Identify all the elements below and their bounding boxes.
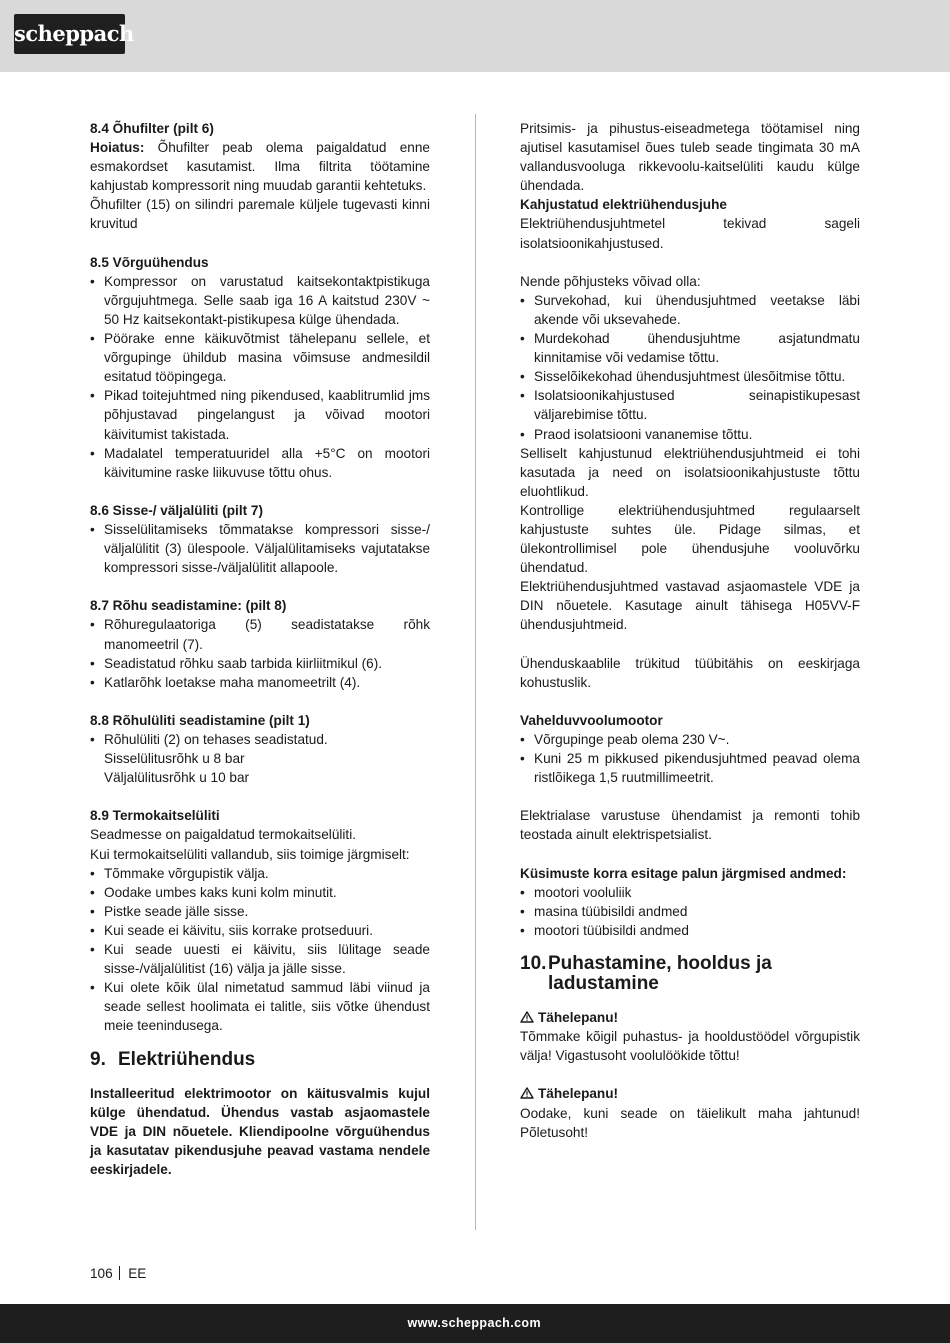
list-item: • mootori vooluliik: [520, 883, 860, 902]
right-column: [520, 119, 860, 1142]
damaged-cable-text: Elektriühendusjuhtmetel tekivad sageli isolatsioonikahjustused.: [520, 216, 860, 251]
list-item: • Madalatel temperatuuridel alla +5°C on mootori käivitumine raske liikuvuse tõttu ohus.: [90, 444, 430, 482]
damaged-cable-title: Kahjustatud elektriühendusjuhe: [520, 197, 727, 213]
cable-label-text: Ühenduskaablile trükitud tüübitähis on eeskirjaga kohustuslik.: [520, 655, 860, 690]
page-footer: [0, 1304, 950, 1343]
list-item: • Kui seade ei käivitu, siis korrake protseduuri.: [90, 921, 430, 940]
list-item: • Seadistatud rõhku saab tarbida kiirliitmikul (6).: [90, 654, 430, 673]
list-item: • Rõhulüliti (2) on tehases seadistatud.: [90, 730, 430, 749]
list-item: • Isolatsioonikahjustused seinapistikupesast väljarebimise tõttu.: [520, 386, 860, 424]
section-8-4-text: Õhufilter (15) on silindri paremale küljele tugevasti kinni kruvitud: [90, 197, 430, 232]
column-divider: [475, 114, 476, 1230]
causes-list: [520, 291, 860, 444]
section-8-4-warning: [90, 138, 430, 195]
brand-logo: scheppach: [14, 14, 125, 54]
section-number: 9.: [90, 1048, 106, 1070]
section-8-6-title: 8.6 Sisse-/ väljalüliti (pilt 7): [90, 502, 264, 518]
page-number: 106: [90, 1266, 113, 1281]
attention-heading: [520, 1084, 860, 1103]
section-9-text: Installeeritud elektrimootor on käitusvalmis kujul külge ühendatud. Ühendus vastab asjaomastele VDE ja DIN nõuetele. Kliendipoolne võrguühendus ja kasutatav pikendusjuhe peavad vastama nendele eeskirjadele.: [90, 1085, 430, 1177]
list-item: • masina tüübisildi andmed: [520, 902, 860, 921]
list-item: • mootori tüübisildi andmed: [520, 921, 860, 940]
vde-text: Elektriühendusjuhtmed vastavad asjaomastele VDE ja DIN nõuetele. Kasutage ainult tähisega H05VV-F ühendusjuhtmeid.: [520, 579, 860, 633]
left-column: [90, 119, 430, 1179]
check-cables-text: Kontrollige elektriühendusjuhtmed regulaarselt kahjustuste suhtes üle. Pidage silmas, et ülekontrollimisel pole ühendusjuhe vooluvõrku ühendatud.: [520, 502, 860, 576]
list-item: • Pöörake enne käikuvõtmist tähelepanu sellele, et võrgupinge ühildub masina võimsuse andmesildil esitatud tööpingega.: [90, 329, 430, 386]
switch-on-pressure: Sisselülitusrõhk u 8 bar: [104, 751, 245, 767]
attention-label: Tähelepanu!: [538, 1086, 619, 1102]
language-code: EE: [128, 1266, 147, 1281]
attention-text: Tõmmake kõigil puhastus- ja hooldustöödel võrgupistik välja! Vigastusoht voolulöökide tõttu!: [520, 1029, 860, 1064]
list-item: • Katlarõhk loetakse maha manomeetrilt (4).: [90, 673, 430, 692]
list-item: • Kompressor on varustatud kaitsekontaktpistikuga võrgujuhtmega. Selle saab iga 16 A kaitstud 230V ~ 50 Hz kaitsekontakt-pistikupesa külge ühendada.: [90, 272, 430, 329]
ac-motor-list: [520, 730, 860, 787]
list-item: • Tõmmake võrgupistik välja.: [90, 864, 430, 883]
section-number: 10.: [520, 953, 547, 975]
list-item: • Kui olete kõik ülal nimetatud sammud läbi viinud ja seade sellest hoolimata ei talitle, siis võtke ühendust meie teenindusega.: [90, 978, 430, 1035]
website-url: www.scheppach.com: [407, 1316, 541, 1330]
attention-text: Oodake, kuni seade on täielikult maha jahtunud! Põletusoht!: [520, 1105, 860, 1140]
section-8-9-text: Seadmesse on paigaldatud termokaitselüliti.: [90, 827, 356, 843]
list-item: • Sisselõikekohad ühendusjuhtmest ülesõitmise tõttu.: [520, 367, 860, 386]
section-title: Puhastamine, hooldus ja ladustamine: [548, 953, 772, 995]
rcd-text: Pritsimis- ja pihustus-eiseadmetega töötamisel ning ajutisel kasutamisel õues tuleb seade tingimata 30 mA vallandusvooluga rikkevoolu-kaitselüliti kaudu külge ühendada.: [520, 121, 860, 194]
section-8-9-title: 8.9 Termokaitselüliti: [90, 808, 220, 824]
damaged-warning-text: Selliselt kahjustunud elektriühendusjuhtmeid ei tohi kasutada ja need on isolatsioonikahjustuste tõttu eluohtlikud.: [520, 445, 860, 499]
list-item: • Survekohad, kui ühendusjuhtmed veetakse läbi akende või uksevahede.: [520, 291, 860, 329]
section-8-6-list: [90, 520, 430, 577]
page-separator: [119, 1266, 121, 1280]
section-8-7-list: [90, 615, 430, 691]
list-item: • Oodake umbes kaks kuni kolm minutit.: [90, 883, 430, 902]
switch-off-pressure: Väljalülitusrõhk u 10 bar: [104, 770, 250, 786]
section-8-5-title: 8.5 Võrguühendus: [90, 254, 209, 270]
list-item: • Rõhuregulaatoriga (5) seadistatakse rõhk manomeetril (7).: [90, 615, 430, 653]
section-8-8-title: 8.8 Rõhulüliti seadistamine (pilt 1): [90, 712, 310, 728]
list-item: • Sisselülitamiseks tõmmatakse kompressori sisse-/ väljalülitit (3) ülespoole. Väljalülitamiseks vajutatakse kompressori sisse-/väljalülitit allapoole.: [90, 520, 430, 577]
section-8-8-list: [90, 730, 430, 749]
warning-label: Hoiatus:: [90, 140, 145, 156]
section-title: Elektriühendus: [118, 1048, 256, 1070]
list-item: • Praod isolatsiooni vananemise tõttu.: [520, 425, 860, 444]
list-item: • Murdekohad ühendusjuhtme asjatundmatu kinnitamise või vedamise tõttu.: [520, 329, 860, 367]
section-8-4-title: 8.4 Õhufilter (pilt 6): [90, 121, 214, 136]
list-item: • Kui seade uuesti ei käivitu, siis lülitage seade sisse-/väljalülitist (16) välja ja jälle sisse.: [90, 940, 430, 978]
section-8-5-list: [90, 272, 430, 482]
questions-list: [520, 883, 860, 940]
section-8-9-text: Kui termokaitselüliti vallandub, siis toimige järgmiselt:: [90, 846, 410, 862]
section-8-7-title: 8.7 Rõhu seadistamine: (pilt 8): [90, 598, 287, 614]
warning-triangle-icon: [520, 1087, 534, 1099]
list-item: • Pistke seade jälle sisse.: [90, 902, 430, 921]
list-item: • Võrgupinge peab olema 230 V~.: [520, 730, 860, 749]
attention-heading: [520, 1008, 860, 1027]
attention-label: Tähelepanu!: [538, 1010, 619, 1026]
ac-motor-title: Vahelduvvoolumootor: [520, 712, 663, 728]
list-item: • Pikad toitejuhtmed ning pikendused, kaablitrumlid jms põhjustavad pingelangust ja võivad mootori käivitumist takistada.: [90, 386, 430, 443]
electrician-text: Elektrialase varustuse ühendamist ja remonti tohib teostada ainult elektrispetsialist.: [520, 808, 860, 843]
list-item: • Kuni 25 m pikkused pikendusjuhtmed peavad olema ristlõikega 1,5 ruutmillimeetrit.: [520, 749, 860, 787]
section-9-heading: [90, 1050, 430, 1070]
section-8-9-list: [90, 864, 430, 1036]
section-10-heading: [520, 954, 860, 994]
warning-triangle-icon: [520, 1011, 534, 1023]
page-number-block: [90, 1264, 146, 1283]
causes-intro: Nende põhjusteks võivad olla:: [520, 273, 701, 289]
warning-text: Õhufilter peab olema paigaldatud enne esmakordset kasutamist. Ilma filtrita töötamine kahjustab kompressorit ning muudab garantii kehtetuks.: [90, 140, 430, 194]
questions-title: Küsimuste korra esitage palun järgmised andmed:: [520, 865, 847, 881]
page-header: [0, 0, 950, 72]
